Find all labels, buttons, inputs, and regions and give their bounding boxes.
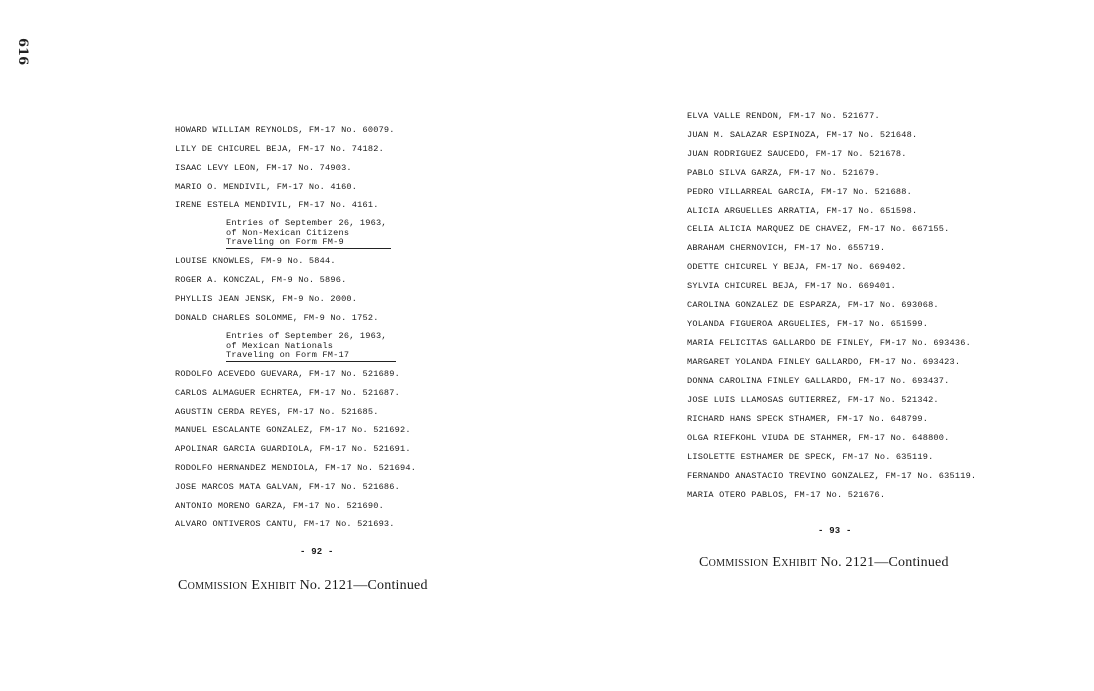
section-heading [226,219,391,249]
list-item: RODOLFO HERNANDEZ MENDIOLA, FM-17 No. 521694. [175,463,417,473]
list-item: JOSE MARCOS MATA GALVAN, FM-17 No. 521686. [175,482,400,492]
list-item: JUAN RODRIGUEZ SAUCEDO, FM-17 No. 521678. [687,149,907,159]
list-item: SYLVIA CHICUREL BEJA, FM-17 No. 669401. [687,281,896,291]
list-item: ODETTE CHICUREL Y BEJA, FM-17 No. 669402. [687,262,907,272]
list-item: ANTONIO MORENO GARZA, FM-17 No. 521690. [175,501,384,511]
list-item: MANUEL ESCALANTE GONZALEZ, FM-17 No. 521692. [175,425,411,435]
list-item: FERNANDO ANASTACIO TREVINO GONZALEZ, FM-17 No. 635119. [687,471,977,481]
list-item: APOLINAR GARCIA GUARDIOLA, FM-17 No. 521691. [175,444,411,454]
list-item: PEDRO VILLARREAL GARCIA, FM-17 No. 521688. [687,187,912,197]
list-item: MARIA FELICITAS GALLARDO DE FINLEY, FM-17 No. 693436. [687,338,971,348]
list-item: JUAN M. SALAZAR ESPINOZA, FM-17 No. 521648. [687,130,918,140]
list-item: RODOLFO ACEVEDO GUEVARA, FM-17 No. 521689. [175,369,400,379]
exhibit-caption-number: No. 2121—Continued [816,555,949,570]
list-item: RICHARD HANS SPECK STHAMER, FM-17 No. 648799. [687,414,929,424]
list-item: ROGER A. KONCZAL, FM-9 No. 5896. [175,275,347,285]
exhibit-caption-label: Commission Exhibit [178,578,296,593]
list-item: CARLOS ALMAGUER ECHRTEA, FM-17 No. 521687. [175,388,400,398]
list-item: CAROLINA GONZALEZ DE ESPARZA, FM-17 No. 693068. [687,300,939,310]
exhibit-caption-number: No. 2121—Continued [295,578,428,593]
list-item: ALVARO ONTIVEROS CANTU, FM-17 No. 521693. [175,519,395,529]
section-heading-line: Entries of September 26, 1963, [226,218,387,228]
section-heading-line: Traveling on Form FM-9 [226,238,391,249]
list-item: MARGARET YOLANDA FINLEY GALLARDO, FM-17 No. 693423. [687,357,961,367]
section-heading-line: Traveling on Form FM-17 [226,351,396,362]
exhibit-caption-label: Commission Exhibit [699,555,817,570]
list-item: PABLO SILVA GARZA, FM-17 No. 521679. [687,168,880,178]
list-item: LISOLETTE ESTHAMER DE SPECK, FM-17 No. 635119. [687,452,934,462]
section-heading-line: of Non-Mexican Citizens [226,227,350,238]
page-footer: - 93 - [818,526,852,536]
list-item: YOLANDA FIGUEROA ARGUELIES, FM-17 No. 651599. [687,319,929,329]
list-item: MARIO O. MENDIVIL, FM-17 No. 4160. [175,182,358,192]
section-heading-line: Entries of September 26, 1963, [226,331,387,341]
exhibit-caption [699,555,949,571]
list-item: LOUISE KNOWLES, FM-9 No. 5844. [175,256,336,266]
list-item: ALICIA ARGUELLES ARRATIA, FM-17 No. 651598. [687,206,918,216]
list-item: JOSE LUIS LLAMOSAS GUTIERREZ, FM-17 No. 521342. [687,395,939,405]
list-item: LILY DE CHICUREL BEJA, FM-17 No. 74182. [175,144,384,154]
list-item: ABRAHAM CHERNOVICH, FM-17 No. 655719. [687,243,886,253]
list-item: MARIA OTERO PABLOS, FM-17 No. 521676. [687,490,886,500]
list-item: HOWARD WILLIAM REYNOLDS, FM-17 No. 60079. [175,125,395,135]
list-item: CELIA ALICIA MARQUEZ DE CHAVEZ, FM-17 No. 667155. [687,224,950,234]
list-item: PHYLLIS JEAN JENSK, FM-9 No. 2000. [175,294,358,304]
exhibit-caption [178,578,428,594]
page-number: 616 [15,38,30,66]
section-heading-line: of Mexican Nationals [226,340,334,351]
section-heading [226,332,396,362]
list-item: ELVA VALLE RENDON, FM-17 No. 521677. [687,111,880,121]
list-item: DONALD CHARLES SOLOMME, FM-9 No. 1752. [175,313,379,323]
list-item: AGUSTIN CERDA REYES, FM-17 No. 521685. [175,407,379,417]
list-item: IRENE ESTELA MENDIVIL, FM-17 No. 4161. [175,200,379,210]
list-item: ISAAC LEVY LEON, FM-17 No. 74903. [175,163,352,173]
list-item: DONNA CAROLINA FINLEY GALLARDO, FM-17 No. 693437. [687,376,950,386]
list-item: OLGA RIEFKOHL VIUDA DE STAHMER, FM-17 No. 648800. [687,433,950,443]
page-footer: - 92 - [300,547,334,557]
